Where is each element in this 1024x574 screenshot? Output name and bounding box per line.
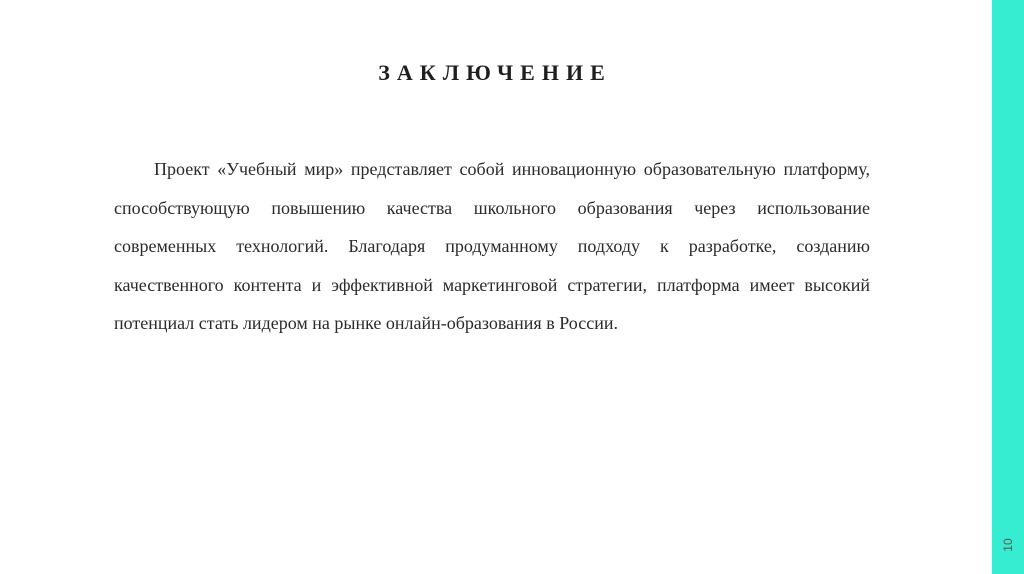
accent-side-bar — [992, 0, 1024, 574]
conclusion-paragraph: Проект «Учебный мир» представляет собой инновационную образовательную платформу, способствующую повышению качества школьного образования через использование современных технологий. Благодаря продуманному подходу к разработке, созданию качественного контента и эффективной маркетинговой стратегии, платформа имеет высокий потенциал стать лидером на рынке онлайн-образования в России. — [114, 159, 870, 333]
slide-title: ЗАКЛЮЧЕНИЕ — [378, 60, 612, 85]
page-number: 10 — [1001, 538, 1015, 552]
